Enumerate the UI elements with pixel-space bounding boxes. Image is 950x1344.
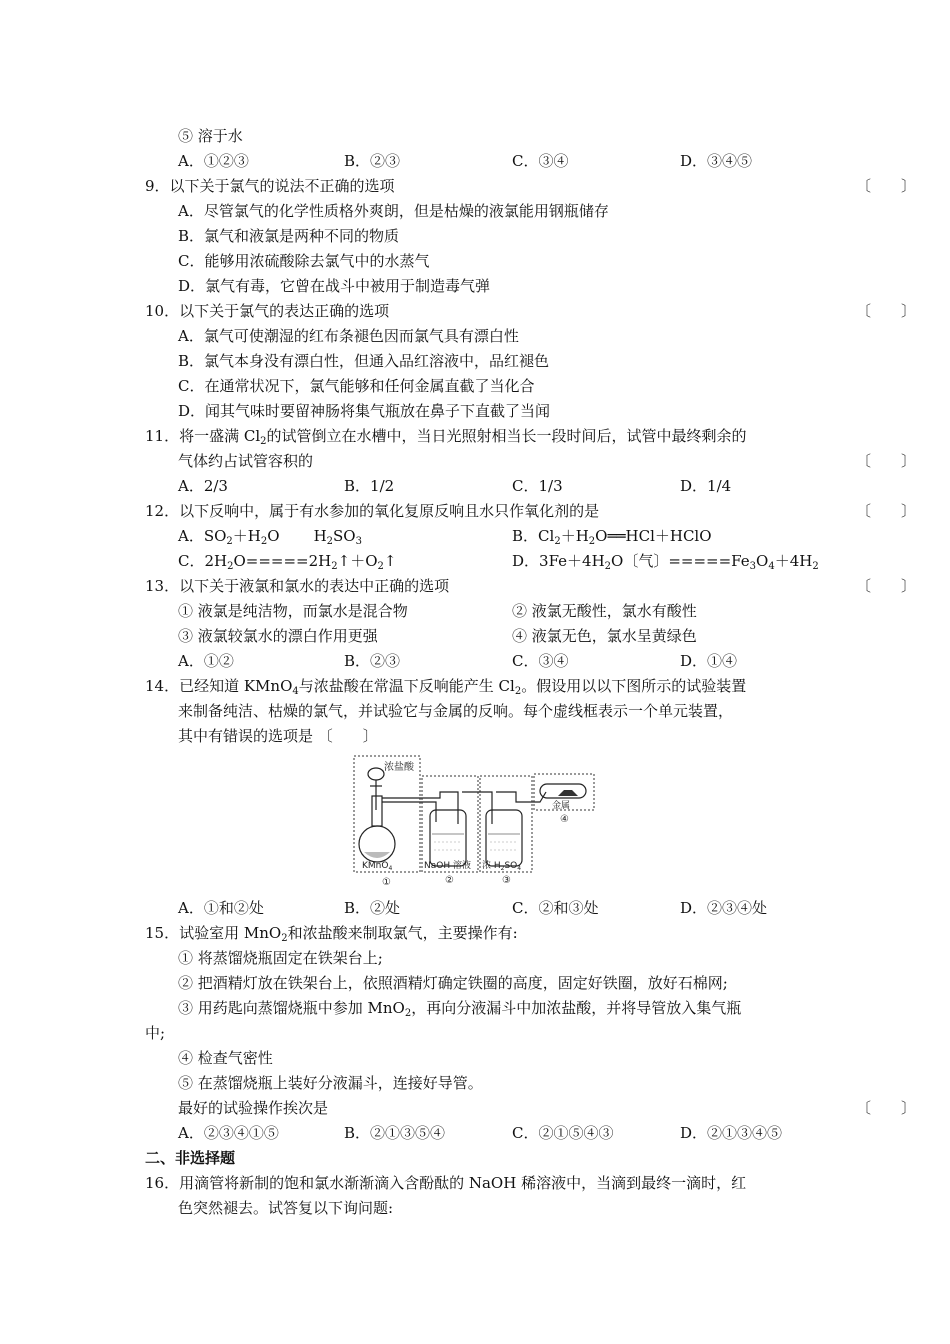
q12c-t1: C．2H: [178, 552, 228, 570]
q9-option-c: C．能够用浓硫酸除去氯气中的水蒸气: [178, 252, 430, 270]
q15-t1: 15．试验室用 MnO: [145, 924, 282, 942]
label-naoh: NaOH 溶液: [424, 861, 471, 871]
q15-3-t2: ，再向分液漏斗中加浓盐酸，并将导管放入集气瓶: [411, 999, 742, 1017]
q12c-s3: 2: [377, 561, 384, 572]
q12c-t3: ↑＋O: [337, 552, 378, 570]
q15-s1: 2: [281, 933, 288, 944]
q13-item-1: ① 液氯是纯洁物，而氯水是混合物: [178, 602, 408, 620]
q15-3-s: 2: [404, 1008, 412, 1019]
q12a-s4: 3: [355, 536, 362, 547]
q15-option-a: A．②③④①⑤: [178, 1124, 279, 1142]
q11-sub: 2: [260, 436, 267, 447]
q12a-t3: O: [267, 527, 280, 545]
q12a-s1: 2: [226, 536, 233, 547]
answer-blank-15: 〔 〕: [856, 1099, 917, 1117]
unit-number-4: ④: [560, 814, 569, 825]
unit-number-3: ③: [502, 875, 511, 886]
q15-step-3: [178, 997, 741, 1019]
q10-option-c: C．在通常状况下，氯气能够和任何金属直截了当化合: [178, 377, 535, 395]
q9-option-d: D．氯气有毒，它曾在战斗中被用于制造毒气弹: [178, 277, 491, 295]
q10-option-b: B．氯气本身没有漂白性，但通入品红溶液中，品红褪色: [178, 352, 550, 370]
q15-option-c: C．②①⑤④③: [512, 1124, 614, 1142]
apparatus-diagram: [350, 752, 600, 890]
q15-option-d: D．②①③④⑤: [680, 1124, 783, 1142]
q12b-s1: 2: [554, 536, 561, 547]
q12b-t3: O══HCl＋HClO: [595, 527, 712, 545]
q12c-t4: ↑: [383, 552, 397, 570]
q12a-t2: ＋H: [232, 527, 261, 545]
question-14-line2: 来制备纯洁、枯燥的氯气，并试验它与金属的反响。每个虚线框表示一个单元装置，: [178, 702, 734, 720]
q12d-t1: D．3Fe＋4H: [512, 552, 605, 570]
unit-number-2: ②: [445, 875, 454, 886]
question-9: 9．以下关于氯气的说法不正确的选项: [145, 177, 395, 195]
q14-s1: 4: [292, 686, 299, 697]
q12d-s4: 2: [812, 561, 819, 572]
q12a-s3: 2: [326, 536, 334, 547]
question-10: 10．以下关于氯气的表达正确的选项: [145, 302, 390, 320]
q12-option-c: [178, 550, 396, 572]
q12-option-d: [512, 550, 819, 572]
q15-step-3-cont: 中;: [145, 1024, 166, 1042]
q15-step-5: ⑤ 在蒸馏烧瓶上装好分液漏斗，连接好导管。: [178, 1074, 483, 1092]
label-metal: 金属: [552, 801, 571, 811]
answer-blank-12: 〔 〕: [856, 502, 917, 520]
question-13: 13．以下关于液氯和氯水的表达中正确的选项: [145, 577, 450, 595]
q15-step-4: ④ 检查气密性: [178, 1049, 273, 1067]
q12b-t1: B．Cl: [512, 527, 555, 545]
section-heading: 二、非选择题: [145, 1149, 236, 1167]
q12a-t4: H: [313, 527, 327, 545]
label-kmno4: [362, 861, 392, 872]
q12d-t4: ＋4H: [774, 552, 813, 570]
q13-option-b: B．②③: [344, 652, 401, 670]
h2so4-t2: SO: [504, 861, 518, 871]
q13-option-d: D．①④: [680, 652, 738, 670]
q12c-t2: O=====2H: [233, 552, 332, 570]
q9-option-b: B．氯气和液氯是两种不同的物质: [178, 227, 400, 245]
q15-question: 最好的试验操作挨次是: [178, 1099, 329, 1117]
unit-number-1: ①: [382, 877, 391, 888]
q14-t2: 与浓盐酸在常温下反响能产生 Cl: [298, 677, 515, 695]
q8-option-b: B．②③: [344, 152, 401, 170]
q12d-s3: 4: [768, 561, 775, 572]
q13-item-2: ② 液氯无酸性，氯水有酸性: [512, 602, 697, 620]
question-14-line3: 其中有错误的选项是 〔 〕: [178, 727, 378, 745]
q11-option-a: A．2/3: [178, 477, 228, 495]
q14-t1: 14．已经知道 KMnO: [145, 677, 293, 695]
q9-option-a: A．尽管氯气的化学性质格外爽朗，但是枯燥的液氯能用钢瓶储存: [178, 202, 609, 220]
q15-option-b: B．②①③⑤④: [344, 1124, 446, 1142]
q14-option-d: D．②③④处: [680, 899, 768, 917]
q13-option-c: C．③④: [512, 652, 569, 670]
q12c-s1: 2: [227, 561, 234, 572]
q11-text-b: 的试管倒立在水槽中，当日光照射相当长一段时间后，试管中最终剩余的: [266, 427, 747, 445]
h2so4-t1: 浓 H: [482, 861, 501, 871]
kmno4-sub: 4: [388, 865, 393, 872]
q14-option-a: A．①和②处: [178, 899, 264, 917]
q12a-t5: SO: [333, 527, 356, 545]
q12c-s2: 2: [331, 561, 338, 572]
q11-option-c: C．1/3: [512, 477, 563, 495]
kmno4-text: KMnO: [362, 861, 389, 871]
q11-text-a: 11．将一盛满 Cl: [145, 427, 261, 445]
h2so4-s2: 4: [517, 865, 522, 872]
label-h2so4: [482, 859, 521, 872]
q13-item-4: ④ 液氯无色，氯水呈黄绿色: [512, 627, 697, 645]
q11-option-b: B．1/2: [344, 477, 395, 495]
question-14: [145, 675, 746, 697]
q15-step-2: ② 把酒精灯放在铁架台上，依照酒精灯确定铁圈的高度，固定好铁圈，放好石棉网;: [178, 974, 728, 992]
q12-option-b: [512, 525, 712, 547]
q15-3-t1: ③ 用药匙向蒸馏烧瓶中参加 MnO: [178, 999, 405, 1017]
q10-option-d: D．闻其气味时要留神肠将集气瓶放在鼻子下直截了当闻: [178, 402, 551, 420]
q12d-t2: O〔气〕=====Fe: [611, 552, 750, 570]
answer-blank-11: 〔 〕: [856, 452, 917, 470]
question-16: 16．用滴管将新制的饱和氯水渐渐滴入含酚酞的 NaOH 稀溶液中，当滴到最终一滴时，红: [145, 1174, 747, 1192]
h2so4-s1: 2: [500, 865, 505, 872]
answer-blank-9: 〔 〕: [856, 177, 917, 195]
q14-t3: 。假设用以以下图所示的试验装置: [521, 677, 747, 695]
q8-option-d: D．③④⑤: [680, 152, 753, 170]
q8-option-c: C．③④: [512, 152, 569, 170]
q12-option-a: [178, 525, 362, 547]
question-12: 12．以下反响中，属于有水参加的氧化复原反响且水只作氧化剂的是: [145, 502, 600, 520]
q12a-s2: 2: [260, 536, 268, 547]
q12d-s2: 3: [749, 561, 757, 572]
q12b-t2: ＋H: [560, 527, 589, 545]
q12d-t3: O: [756, 552, 769, 570]
q11-option-d: D．1/4: [680, 477, 732, 495]
q8-option-a: A．①②③: [178, 152, 249, 170]
question-11-cont: 气体约占试管容积的: [178, 452, 314, 470]
q15-t2: 和浓盐酸来制取氯气，主要操作有:: [287, 924, 518, 942]
q14-option-c: C．②和③处: [512, 899, 599, 917]
label-conc-hcl: 浓盐酸: [384, 762, 414, 773]
question-15: [145, 922, 518, 944]
q12a-t1: A．SO: [178, 527, 227, 545]
q14-s2: 2: [514, 686, 522, 697]
q13-item-3: ③ 液氯较氯水的漂白作用更强: [178, 627, 378, 645]
q10-option-a: A．氯气可使潮湿的红布条褪色因而氯气具有漂白性: [178, 327, 519, 345]
question-11: [145, 425, 747, 447]
q15-step-1: ① 将蒸馏烧瓶固定在铁架台上;: [178, 949, 383, 967]
question-16-cont: 色突然褪去。试答复以下询问题:: [178, 1199, 394, 1217]
answer-blank-10: 〔 〕: [856, 302, 917, 320]
q14-option-b: B．②处: [344, 899, 401, 917]
q8-item-5: ⑤ 溶于水: [178, 127, 243, 145]
q12d-s1: 2: [604, 561, 612, 572]
answer-blank-13: 〔 〕: [856, 577, 917, 595]
q12b-s2: 2: [588, 536, 596, 547]
q13-option-a: A．①②: [178, 652, 234, 670]
